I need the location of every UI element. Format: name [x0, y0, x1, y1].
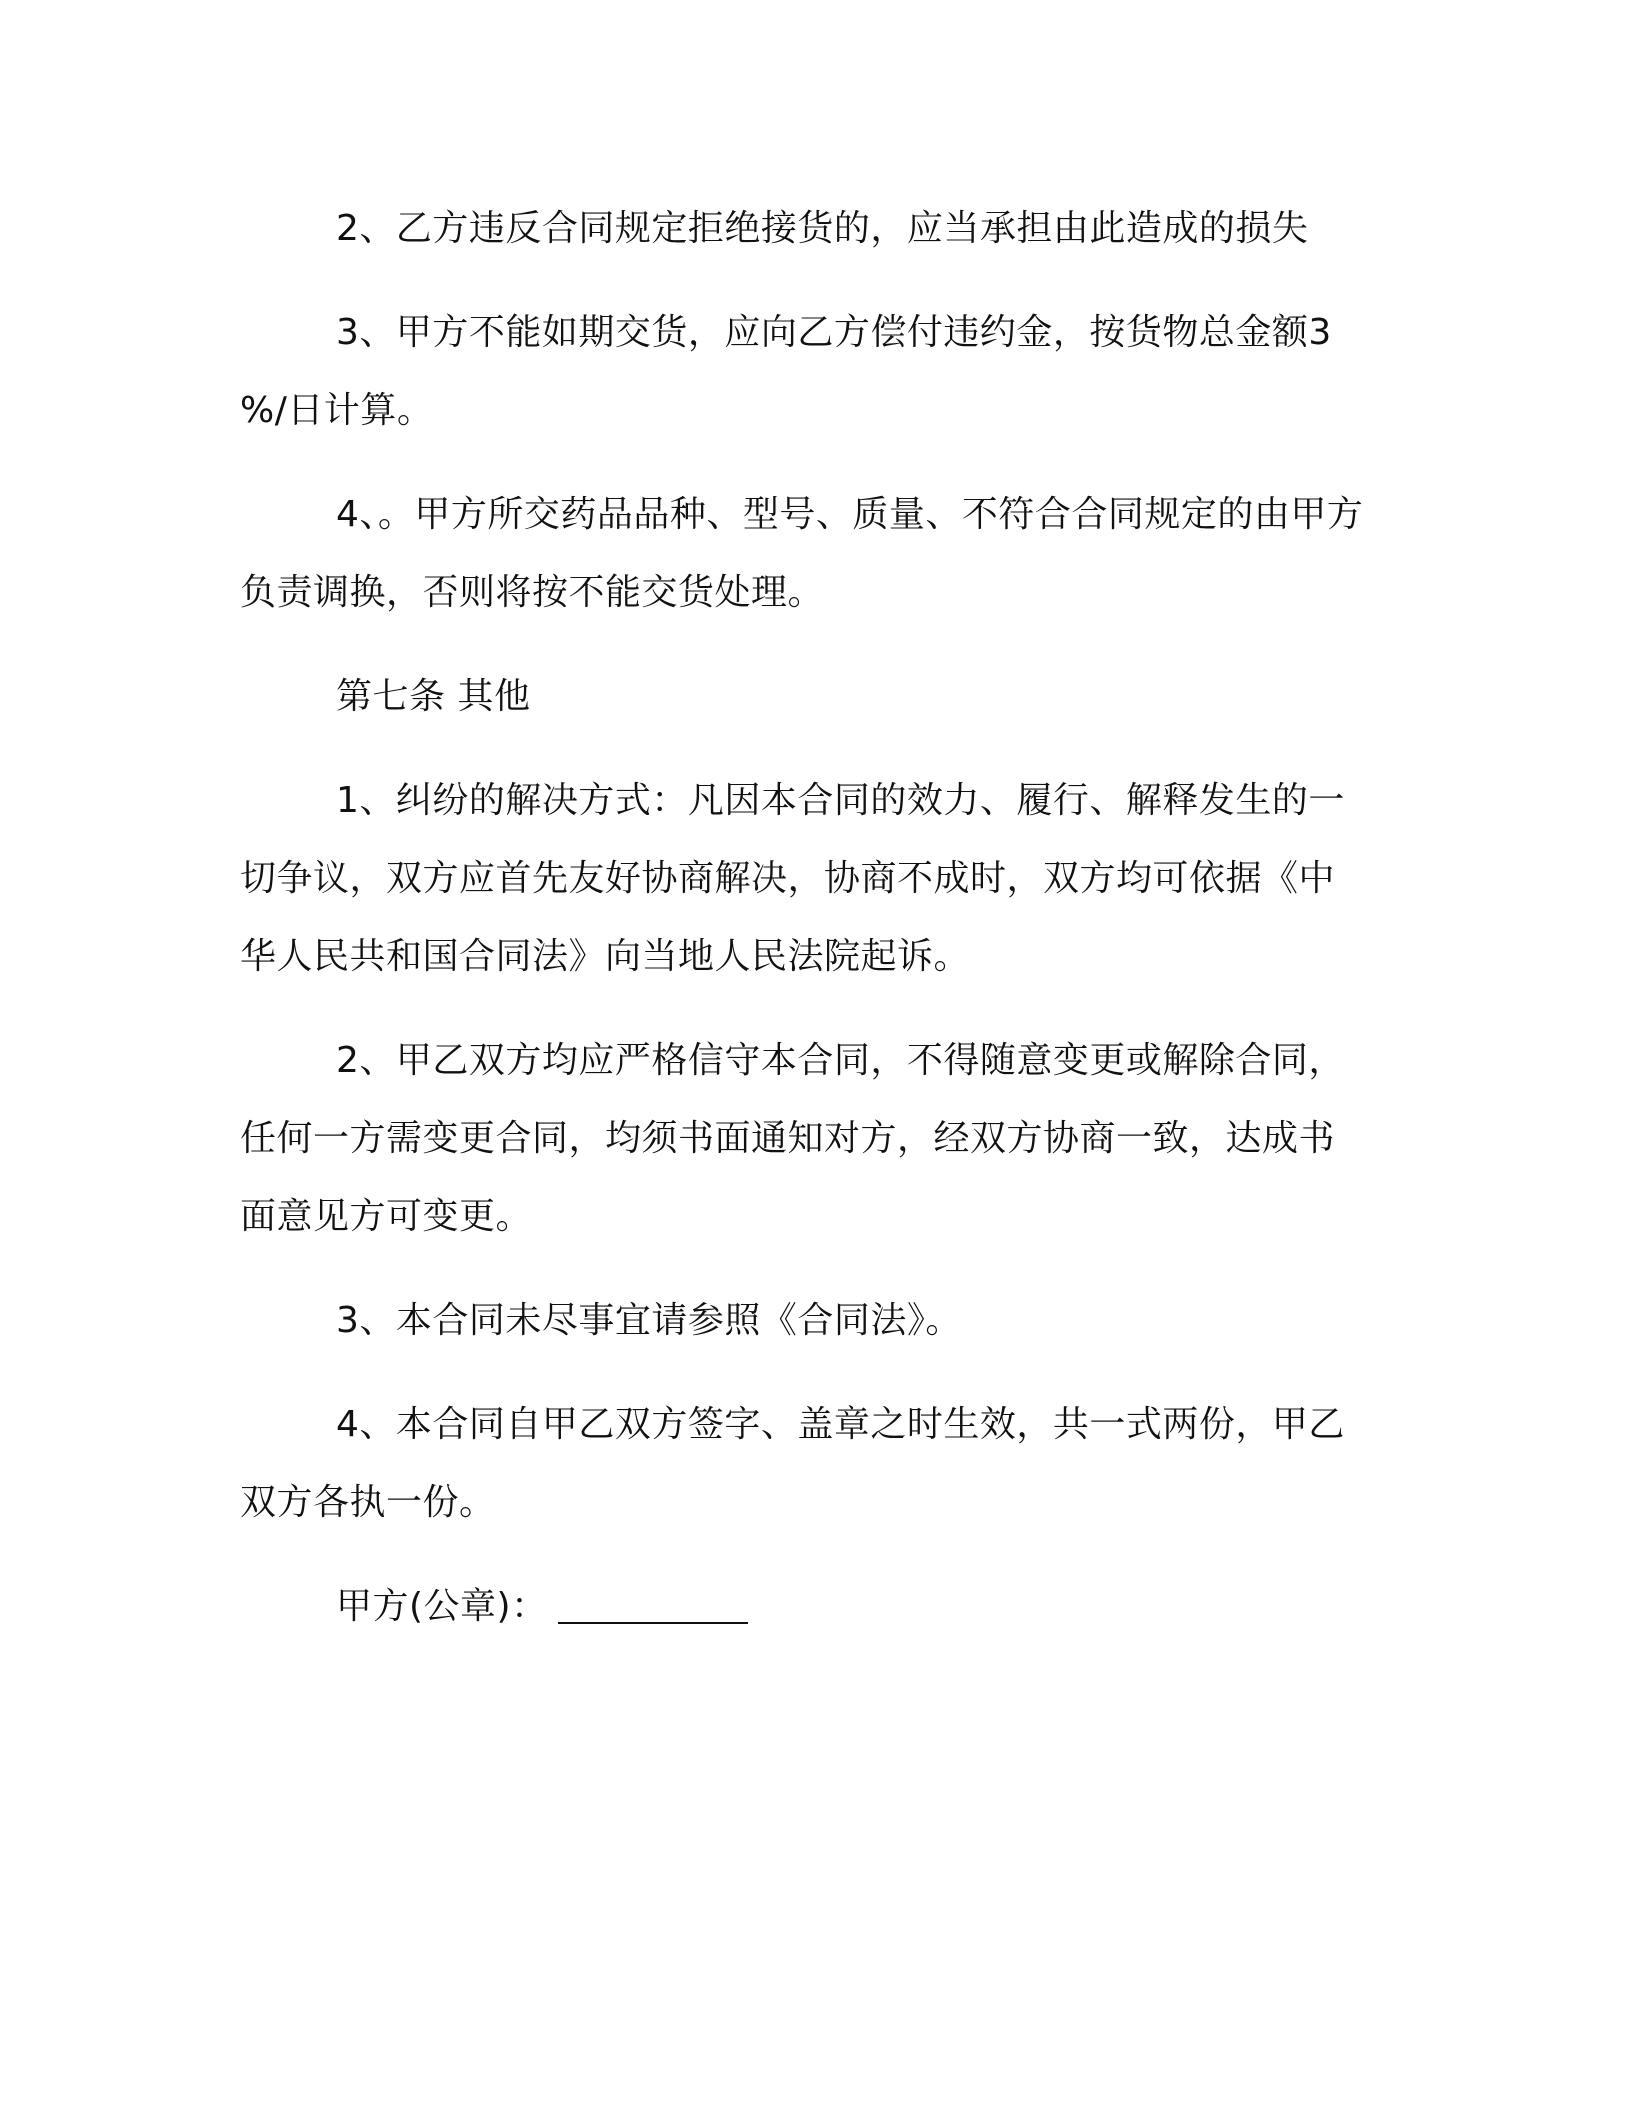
section-heading-other: 第七条 其他 — [336, 676, 531, 717]
paragraph-contract-law-reference: 3、本合同未尽事宜请参照《合同法》。 — [336, 1300, 962, 1341]
contract-content — [240, 190, 1370, 1672]
paragraph-effectiveness: 4、本合同自甲乙双方签字、盖章之时生效，共一式两份，甲乙双方各执一份。 — [240, 1404, 1345, 1523]
paragraph-nonconforming-goods: 4、。甲方所交药品品种、型号、质量、不符合合同规定的由甲方负责调换，否则将按不能交货处理。 — [240, 494, 1364, 613]
paragraph-dispute-resolution: 1、纠纷的解决方式：凡因本合同的效力、履行、解释发生的一切争议，双方应首先友好协商解决，协商不成时，双方均可依据《中华人民共和国合同法》向当地人民法院起诉。 — [240, 780, 1345, 977]
paragraph-penalty-refusal: 2、乙方违反合同规定拒绝接货的，应当承担由此造成的损失 — [336, 208, 1309, 249]
signature-row — [240, 1568, 1370, 1646]
paragraph-penalty-delay: 3、甲方不能如期交货，应向乙方偿付违约金，按货物总金额3 %/日计算。 — [240, 312, 1332, 431]
paragraph-contract-changes: 2、甲乙双方均应严格信守本合同，不得随意变更或解除合同，任何一方需变更合同，均须书面通知对方，经双方协商一致，达成书面意见方可变更。 — [240, 1040, 1345, 1237]
signature-blank-line — [558, 1586, 748, 1624]
party-a-seal-label: 甲方(公章)： — [336, 1586, 548, 1627]
